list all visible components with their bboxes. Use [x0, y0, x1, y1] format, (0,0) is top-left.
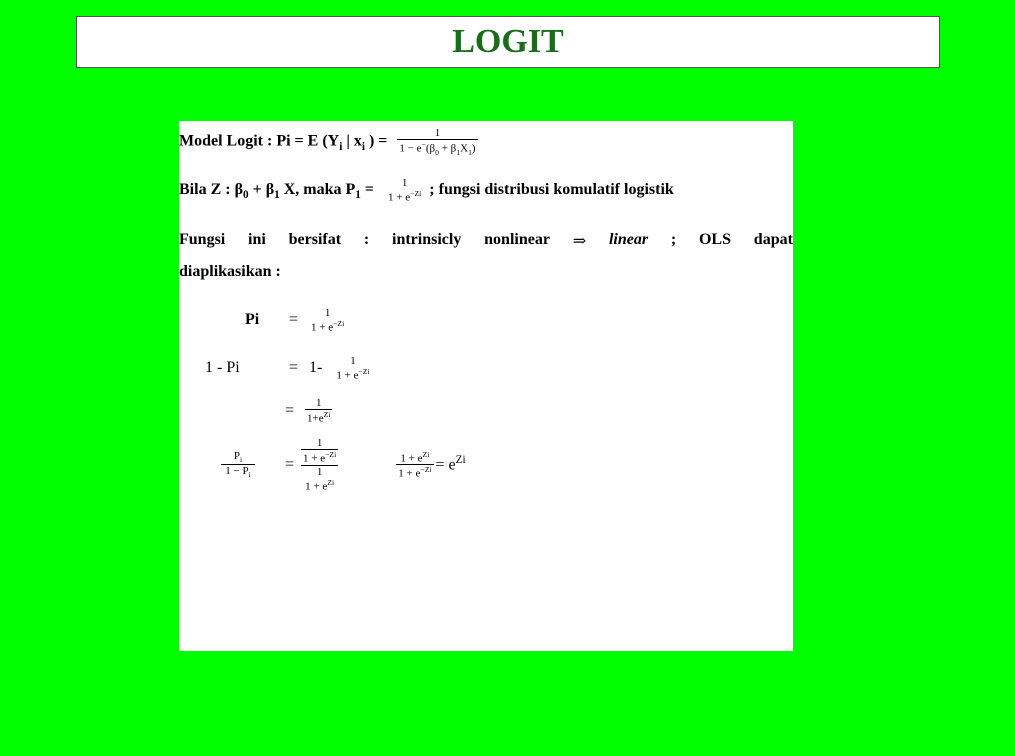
eq-odds-lhs: $\frac{P_i}{1 - P_i}$ [221, 450, 255, 479]
model-logit-fraction: $\frac{1}{1 - e^-(\beta_0 + \beta_1X_1)}$ [399, 127, 476, 157]
eq-odds-result-fraction: $\frac{1 + e^{Zi}}{1 + e^{-Zi}}$ [398, 449, 432, 480]
eq-pi-fraction: 1 $1 + e^{-Zi}$ [311, 307, 345, 334]
title-box [76, 16, 940, 68]
eq-one-minus-pi-fraction: 1 $1 + e^{-Zi}$ [336, 355, 370, 382]
bila-fraction: 1 $1 + e^{-Zi}$ [388, 177, 422, 204]
diaplikasikan-line: diaplikasikan : [179, 263, 281, 280]
eq-pi: Pi = 1 $1 + e^{-Zi}$ [245, 307, 345, 334]
eq-odds-complex-fraction: 1 $1 + e^{-Zi}$ 1 $1 + e^{Zi}$ [303, 437, 337, 493]
content-panel [179, 121, 793, 651]
eq-three-fraction: $\frac{1}{1+e^{Zi}}$ [307, 397, 331, 425]
page-title: LOGIT [452, 23, 564, 60]
model-logit-line: Model Logit : Pi = E ($Y_i$ | $x_i$ ) = $\frac{1}{1 - e^-(\beta_0 + \beta_1X_1)}$ [179, 127, 476, 157]
fungsi-line: Fungsi ini bersifat : intrinsicly nonlinear ⇒ linear ; OLS dapat [179, 231, 793, 250]
eq-odds: $\frac{P_i}{1 - P_i}$ = 1 $1 + e^{-Zi}$ 1 $1 + e^{Zi}$ $\frac{1 + e^{Zi}}{1 + e^{-Zi}}$ = $e^{Zi}$ [221, 437, 466, 492]
bila-line: Bila Z : $\beta_0 + \beta_1$ X, maka $P_1$ = 1 $1 + e^{-Zi}$ ; fungsi distribusi komulatif logistik [179, 177, 674, 204]
eq-three: = $\frac{1}{1+e^{Zi}}$ [285, 397, 331, 425]
eq-one-minus-pi: 1 - Pi = 1- 1 $1 + e^{-Zi}$ [205, 355, 370, 382]
